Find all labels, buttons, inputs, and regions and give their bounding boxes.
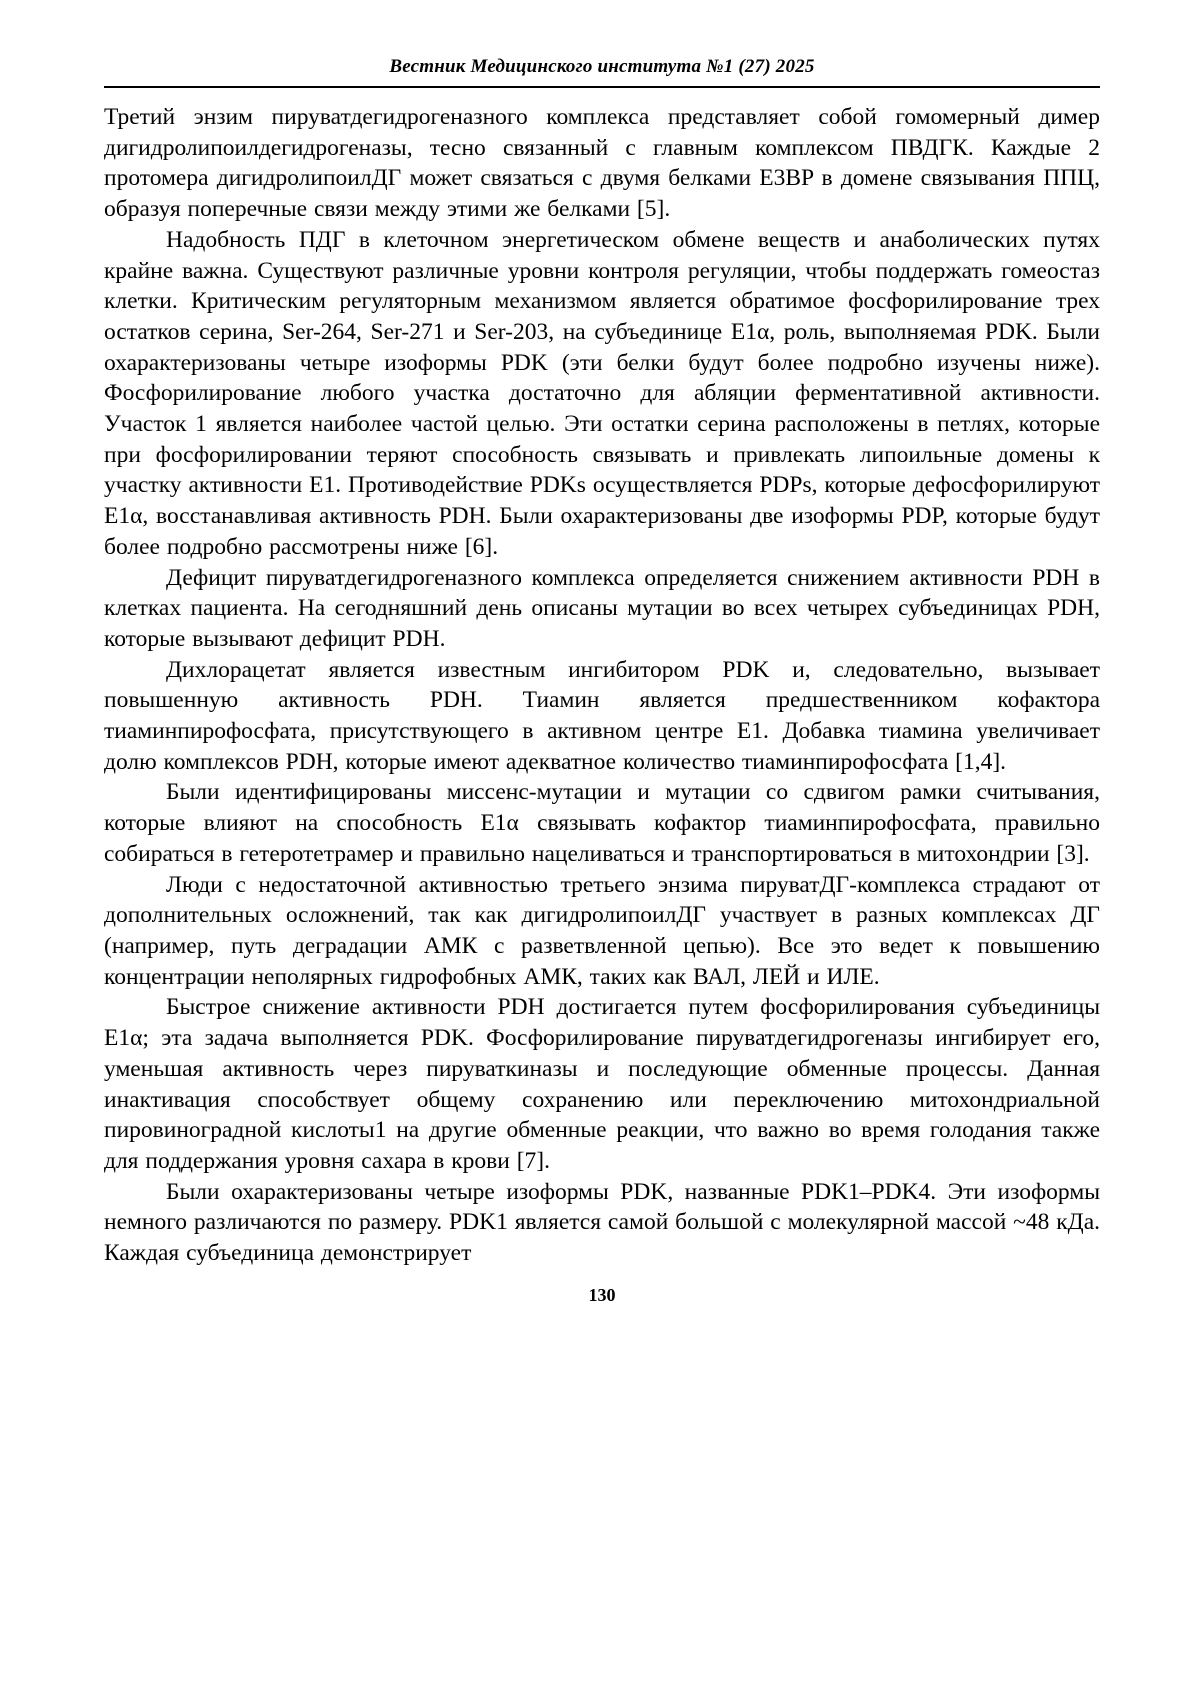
- header-divider: [104, 86, 1100, 88]
- article-body: [104, 102, 1100, 1269]
- paragraph: Дефицит пируватдегидрогеназного комплекса определяется снижением активности PDH в клетках пациента. На сегодняшний день описаны мутации во всех четырех субъединицах PDH, которые вызывают дефицит PDH.: [104, 564, 1100, 652]
- paragraph: Были охарактеризованы четыре изоформы PDK, названные PDK1–PDK4. Эти изоформы немного различаются по размеру. PDK1 является самой большой с молекулярной массой ~48 кДа. Каждая субъединица демонстрирует: [104, 1178, 1100, 1267]
- journal-header: Вестник Медицинского института №1 (27) 2025: [389, 56, 815, 77]
- paragraph: Третий энзим пируватдегидрогеназного комплекса представляет собой гомомерный димер дигидролипоилдегидрогеназы, тесно связанный с главным комплексом ПВДГК. Каждые 2 протомера дигидролипоилДГ может связаться с двумя белками E3BP в домене связывания ППЦ, образуя поперечные связи между этими же белками [5].: [104, 104, 1100, 223]
- paragraph: Люди с недостаточной активностью третьего энзима пируватДГ-комплекса страдают от дополнительных осложнений, так как дигидролипоилДГ участвует в разных комплексах ДГ (например, путь деградации АМК с разветвленной цепью). Все это ведет к повышению концентрации неполярных гидрофобных АМК, таких как ВАЛ, ЛЕЙ и ИЛЕ.: [104, 871, 1100, 990]
- paragraph: Были идентифицированы миссенс-мутации и мутации со сдвигом рамки считывания, которые влияют на способность E1α связывать кофактор тиаминпирофосфата, правильно собираться в гетеротетрамер и правильно нацеливаться и транспортироваться в митохондрии [3].: [104, 779, 1100, 867]
- paragraph: Быстрое снижение активности PDH достигается путем фосфорилирования субъединицы E1α; эта задача выполняется PDK. Фосфорилирование пируватдегидрогеназы ингибирует его, уменьшая активность через пируваткиназы и последующие обменные процессы. Данная инактивация способствует общему сохранению или переключению митохондриальной пировиноградной кислоты1 на другие обменные реакции, что важно во время голодания также для поддержания уровня сахара в крови [7].: [104, 994, 1100, 1174]
- paragraph: Дихлорацетат является известным ингибитором PDK и, следовательно, вызывает повышенную активность PDH. Тиамин является предшественником кофактора тиаминпирофосфата, присутствующего в активном центре E1. Добавка тиамина увеличивает долю комплексов PDH, которые имеют адекватное количество тиаминпирофосфата [1,4].: [104, 656, 1100, 775]
- page-number: 130: [588, 1284, 616, 1305]
- paragraph: Надобность ПДГ в клеточном энергетическом обмене веществ и анаболических путях крайне важна. Существуют различные уровни контроля регуляции, чтобы поддержать гомеостаз клетки. Критическим регуляторным механизмом является обратимое фосфорилирование трех остатков серина, Ser-264, Ser-271 и Ser-203, на субъединице E1α, роль, выполняемая PDK. Были охарактеризованы четыре изоформы PDK (эти белки будут более подробно изучены ниже). Фосфорилирование любого участка достаточно для абляции ферментативной активности. Участок 1 является наиболее частой целью. Эти остатки серина расположены в петлях, которые при фосфорилировании теряют способность связывать и привлекать липоильные домены к участку активности E1. Противодействие PDKs осуществляется PDPs, которые дефосфорилируют E1α, восстанавливая активность PDH. Были охарактеризованы две изоформы PDP, которые будут более подробно рассмотрены ниже [6].: [104, 226, 1100, 560]
